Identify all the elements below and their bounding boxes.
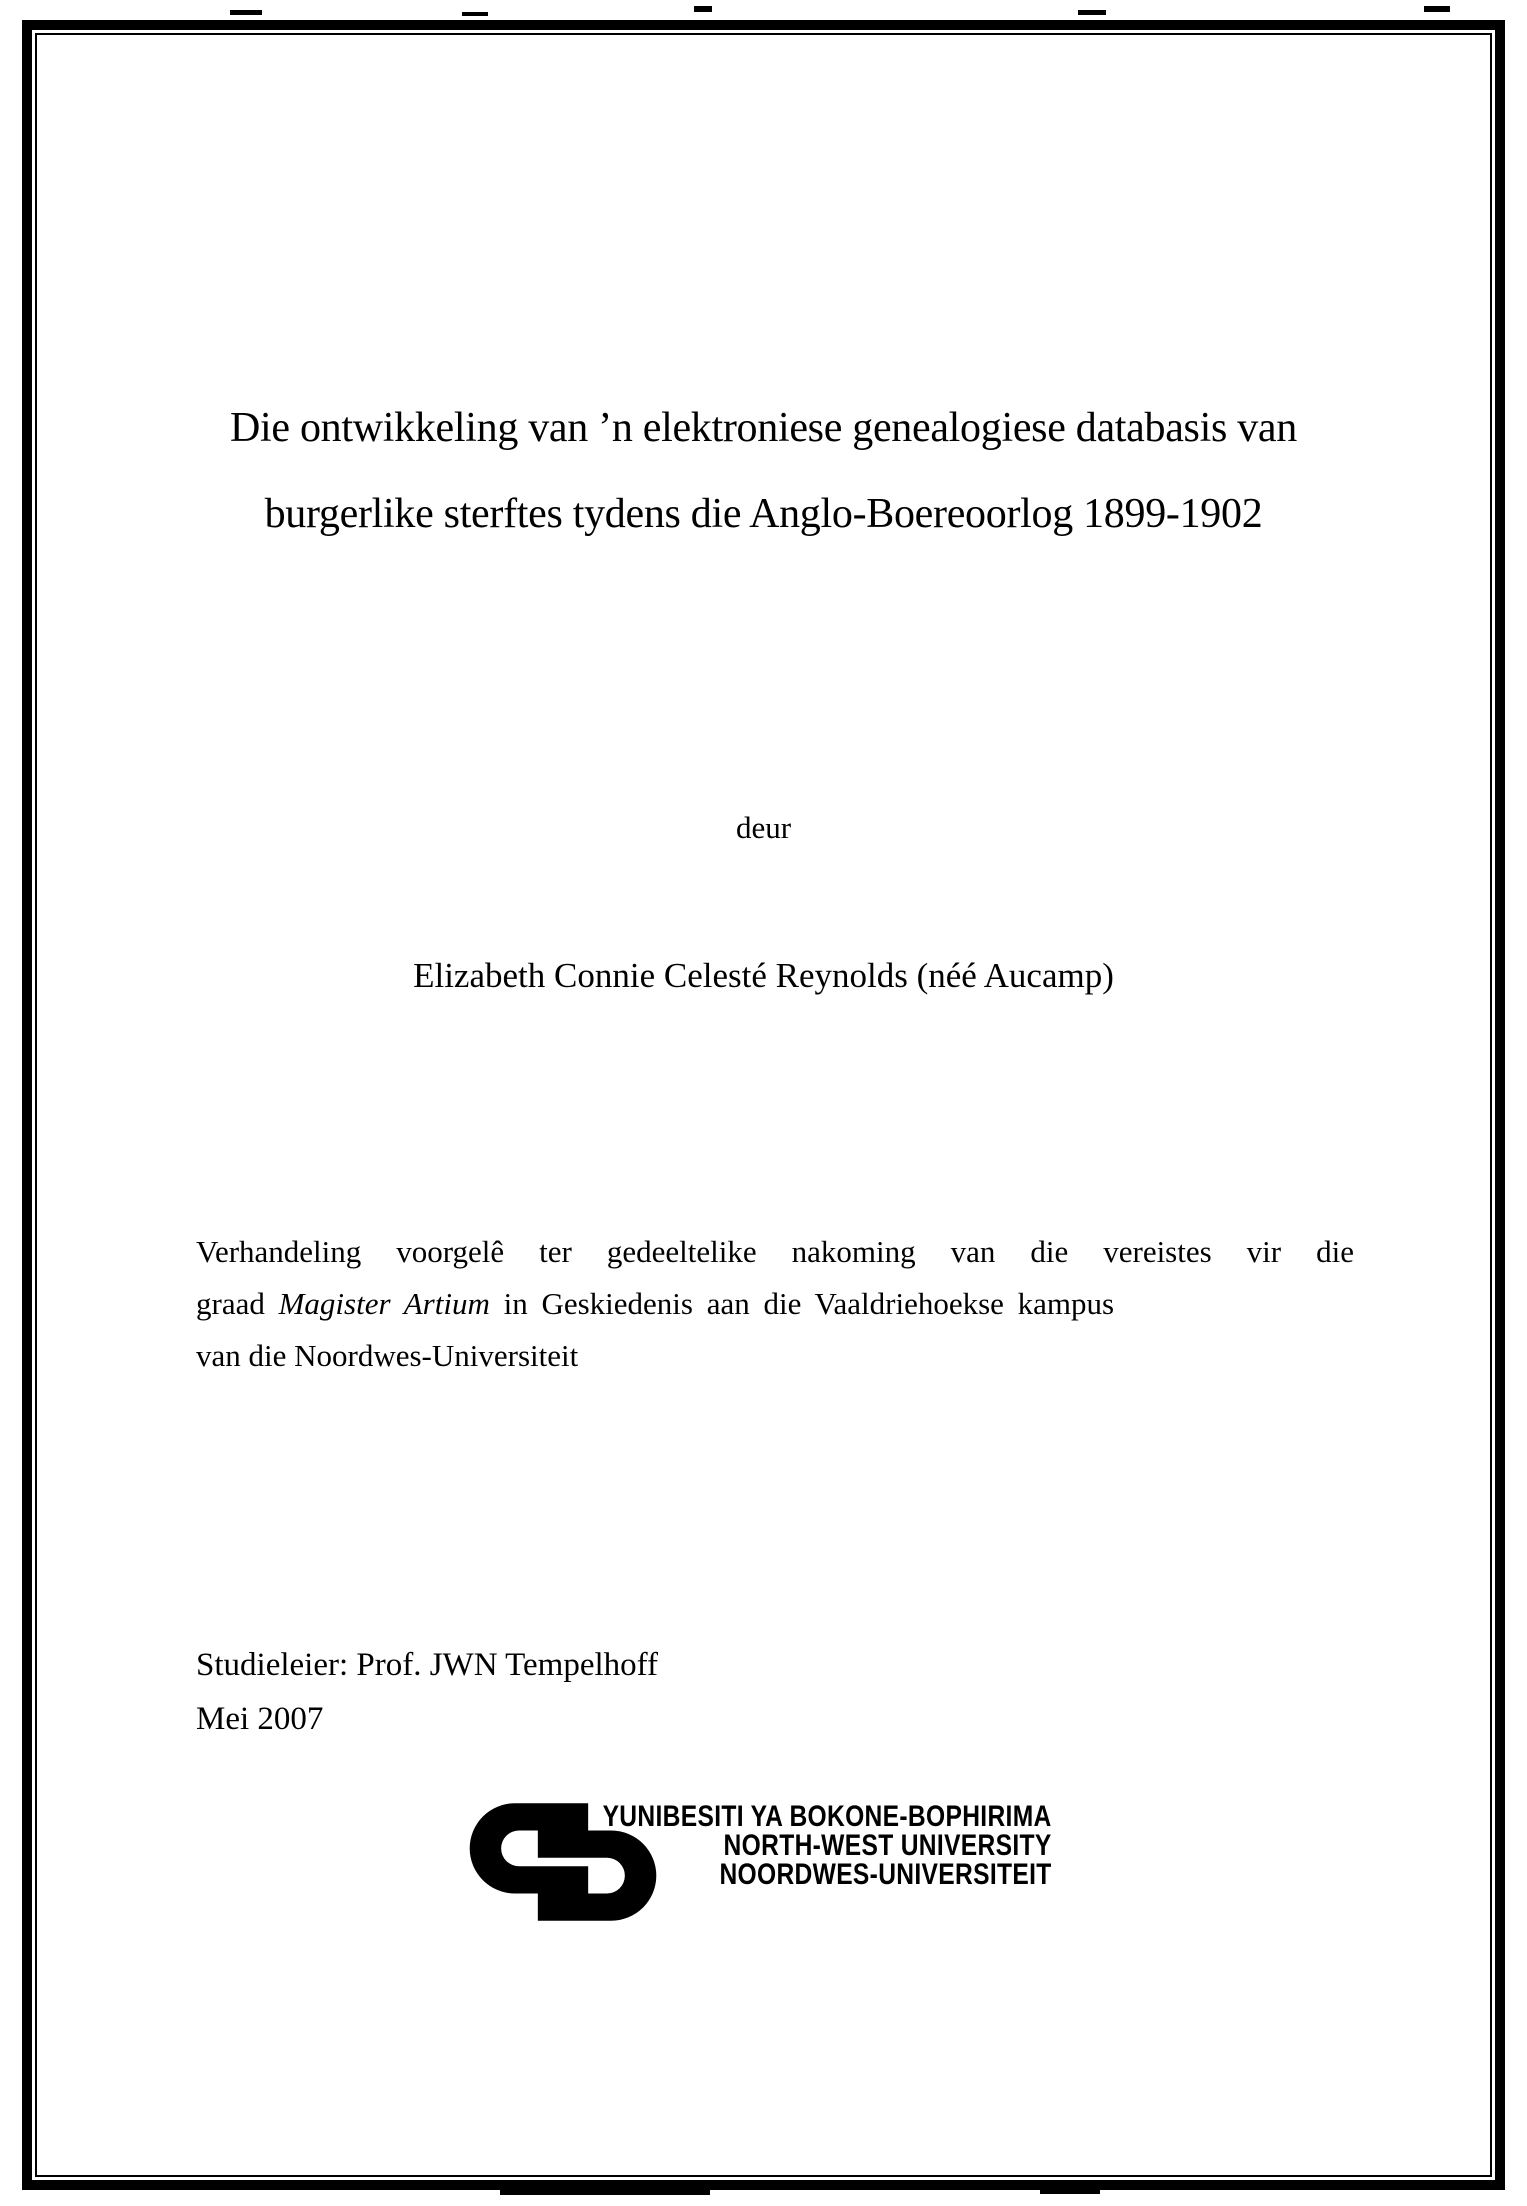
degree-statement-line2 <box>196 1278 1354 1330</box>
scan-artifact <box>694 6 712 12</box>
thesis-title-line2: burgerlike sterftes tydens die Anglo-Boereoorlog 1899-1902 <box>264 491 1263 537</box>
scan-artifact <box>230 10 262 15</box>
degree-statement-line1: Verhandeling voorgelê ter gedeeltelike nakoming van die vereistes vir die <box>196 1234 1354 1269</box>
nwu-logo-line-english: NORTH-WEST UNIVERSITY <box>723 1829 1052 1862</box>
scan-artifact <box>462 12 488 16</box>
nwu-logo-line-afrikaans: NOORDWES-UNIVERSITEIT <box>719 1858 1052 1891</box>
degree-statement-line3: van die Noordwes-Universiteit <box>196 1338 579 1373</box>
thesis-title <box>60 385 1467 557</box>
date-line: Mei 2007 <box>196 1701 324 1737</box>
nwu-logo-text <box>603 1802 1052 1889</box>
degree-statement-line2-suffix: in Geskiedenis aan die Vaaldriehoekse kampus <box>489 1286 1115 1321</box>
scan-artifact <box>1424 6 1450 12</box>
scan-artifact <box>500 2190 710 2195</box>
thesis-title-line1: Die ontwikkeling van ’n elektroniese genealogiese databasis van <box>230 405 1297 451</box>
scan-artifact <box>1078 10 1106 15</box>
nwu-logo-line-setswana: YUNIBESITI YA BOKONE-BOPHIRIMA <box>602 1800 1052 1833</box>
scan-artifact <box>1040 2190 1100 2194</box>
supervisor-line: Studieleier: Prof. JWN Tempelhoff <box>196 1647 659 1683</box>
degree-name-italic: Magister Artium <box>278 1286 490 1321</box>
degree-statement-line2-prefix: graad <box>196 1286 279 1321</box>
author-name: Elizabeth Connie Celesté Reynolds (néé Aucamp) <box>413 956 1114 995</box>
degree-statement <box>196 1226 1354 1382</box>
byline-deur: deur <box>735 810 792 845</box>
